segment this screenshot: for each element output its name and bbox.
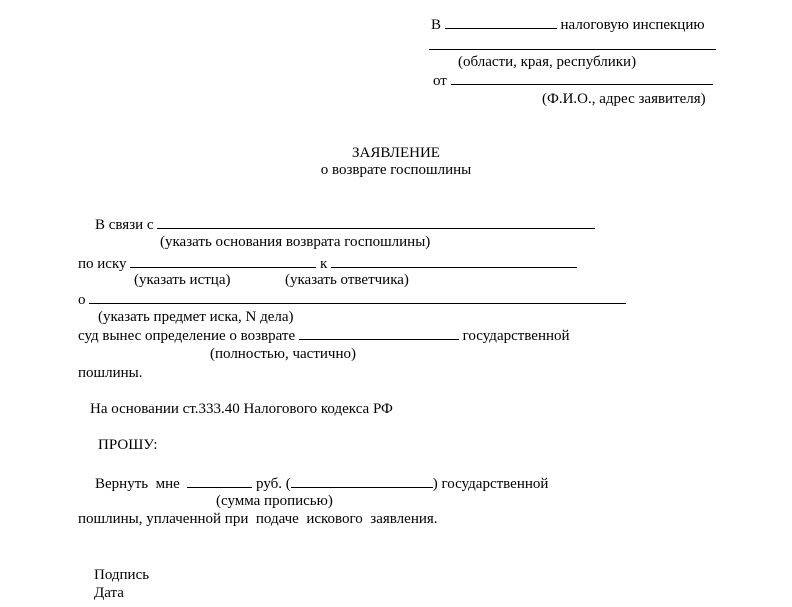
amount-words-blank[interactable] xyxy=(291,474,433,488)
subject-hint: (указать предмет иска, N дела) xyxy=(98,309,294,325)
defendant-blank[interactable] xyxy=(331,254,577,268)
tax-office-suffix: налоговую инспекцию xyxy=(560,17,705,33)
request-heading: ПРОШУ: xyxy=(98,437,158,453)
applicant-line xyxy=(433,71,713,90)
return-suffix: ) государственной xyxy=(432,476,549,492)
tax-office-line xyxy=(431,15,705,34)
defendant-hint: (указать ответчика) xyxy=(285,272,409,288)
document-subtitle: о возврате госпошлины xyxy=(320,162,472,178)
claim-middle: к xyxy=(320,256,328,272)
region-hint: (области, края, республики) xyxy=(458,54,637,70)
ruling-suffix: государственной xyxy=(462,328,570,344)
duty-line: пошлины. xyxy=(78,365,143,381)
paid-line: пошлины, уплаченной при подаче искового заявления. xyxy=(78,511,438,527)
claim-prefix: по иску xyxy=(78,256,127,272)
subject-prefix: о xyxy=(78,292,86,308)
ruling-blank[interactable] xyxy=(299,326,459,340)
ruling-prefix: суд вынес определение о возврате xyxy=(78,328,296,344)
reason-line xyxy=(95,215,595,234)
tax-office-blank[interactable] xyxy=(445,15,557,29)
return-line xyxy=(95,474,548,493)
plaintiff-blank[interactable] xyxy=(130,254,316,268)
subject-line xyxy=(78,290,626,309)
document-title: ЗАЯВЛЕНИЕ xyxy=(352,145,440,161)
tax-office-prefix: В xyxy=(431,17,442,33)
applicant-hint: (Ф.И.О., адрес заявителя) xyxy=(542,91,706,107)
reason-hint: (указать основания возврата госпошлины) xyxy=(160,234,431,250)
subject-blank[interactable] xyxy=(89,290,626,304)
applicant-prefix: от xyxy=(433,73,447,89)
date-label: Дата xyxy=(94,585,124,601)
reason-blank[interactable] xyxy=(157,215,595,229)
region-blank[interactable] xyxy=(429,36,716,50)
signature-label: Подпись xyxy=(94,567,150,583)
amount-hint: (сумма прописью) xyxy=(216,493,333,509)
return-prefix: Вернуть мне xyxy=(95,476,180,492)
legal-basis: На основании ст.333.40 Налогового кодекса РФ xyxy=(90,401,393,417)
ruling-line xyxy=(78,326,570,345)
applicant-blank[interactable] xyxy=(451,71,713,85)
reason-prefix: В связи с xyxy=(95,217,154,233)
plaintiff-hint: (указать истца) xyxy=(134,272,231,288)
ruling-hint: (полностью, частично) xyxy=(210,346,356,362)
rub-label: руб. ( xyxy=(256,476,291,492)
amount-number-blank[interactable] xyxy=(187,474,252,488)
